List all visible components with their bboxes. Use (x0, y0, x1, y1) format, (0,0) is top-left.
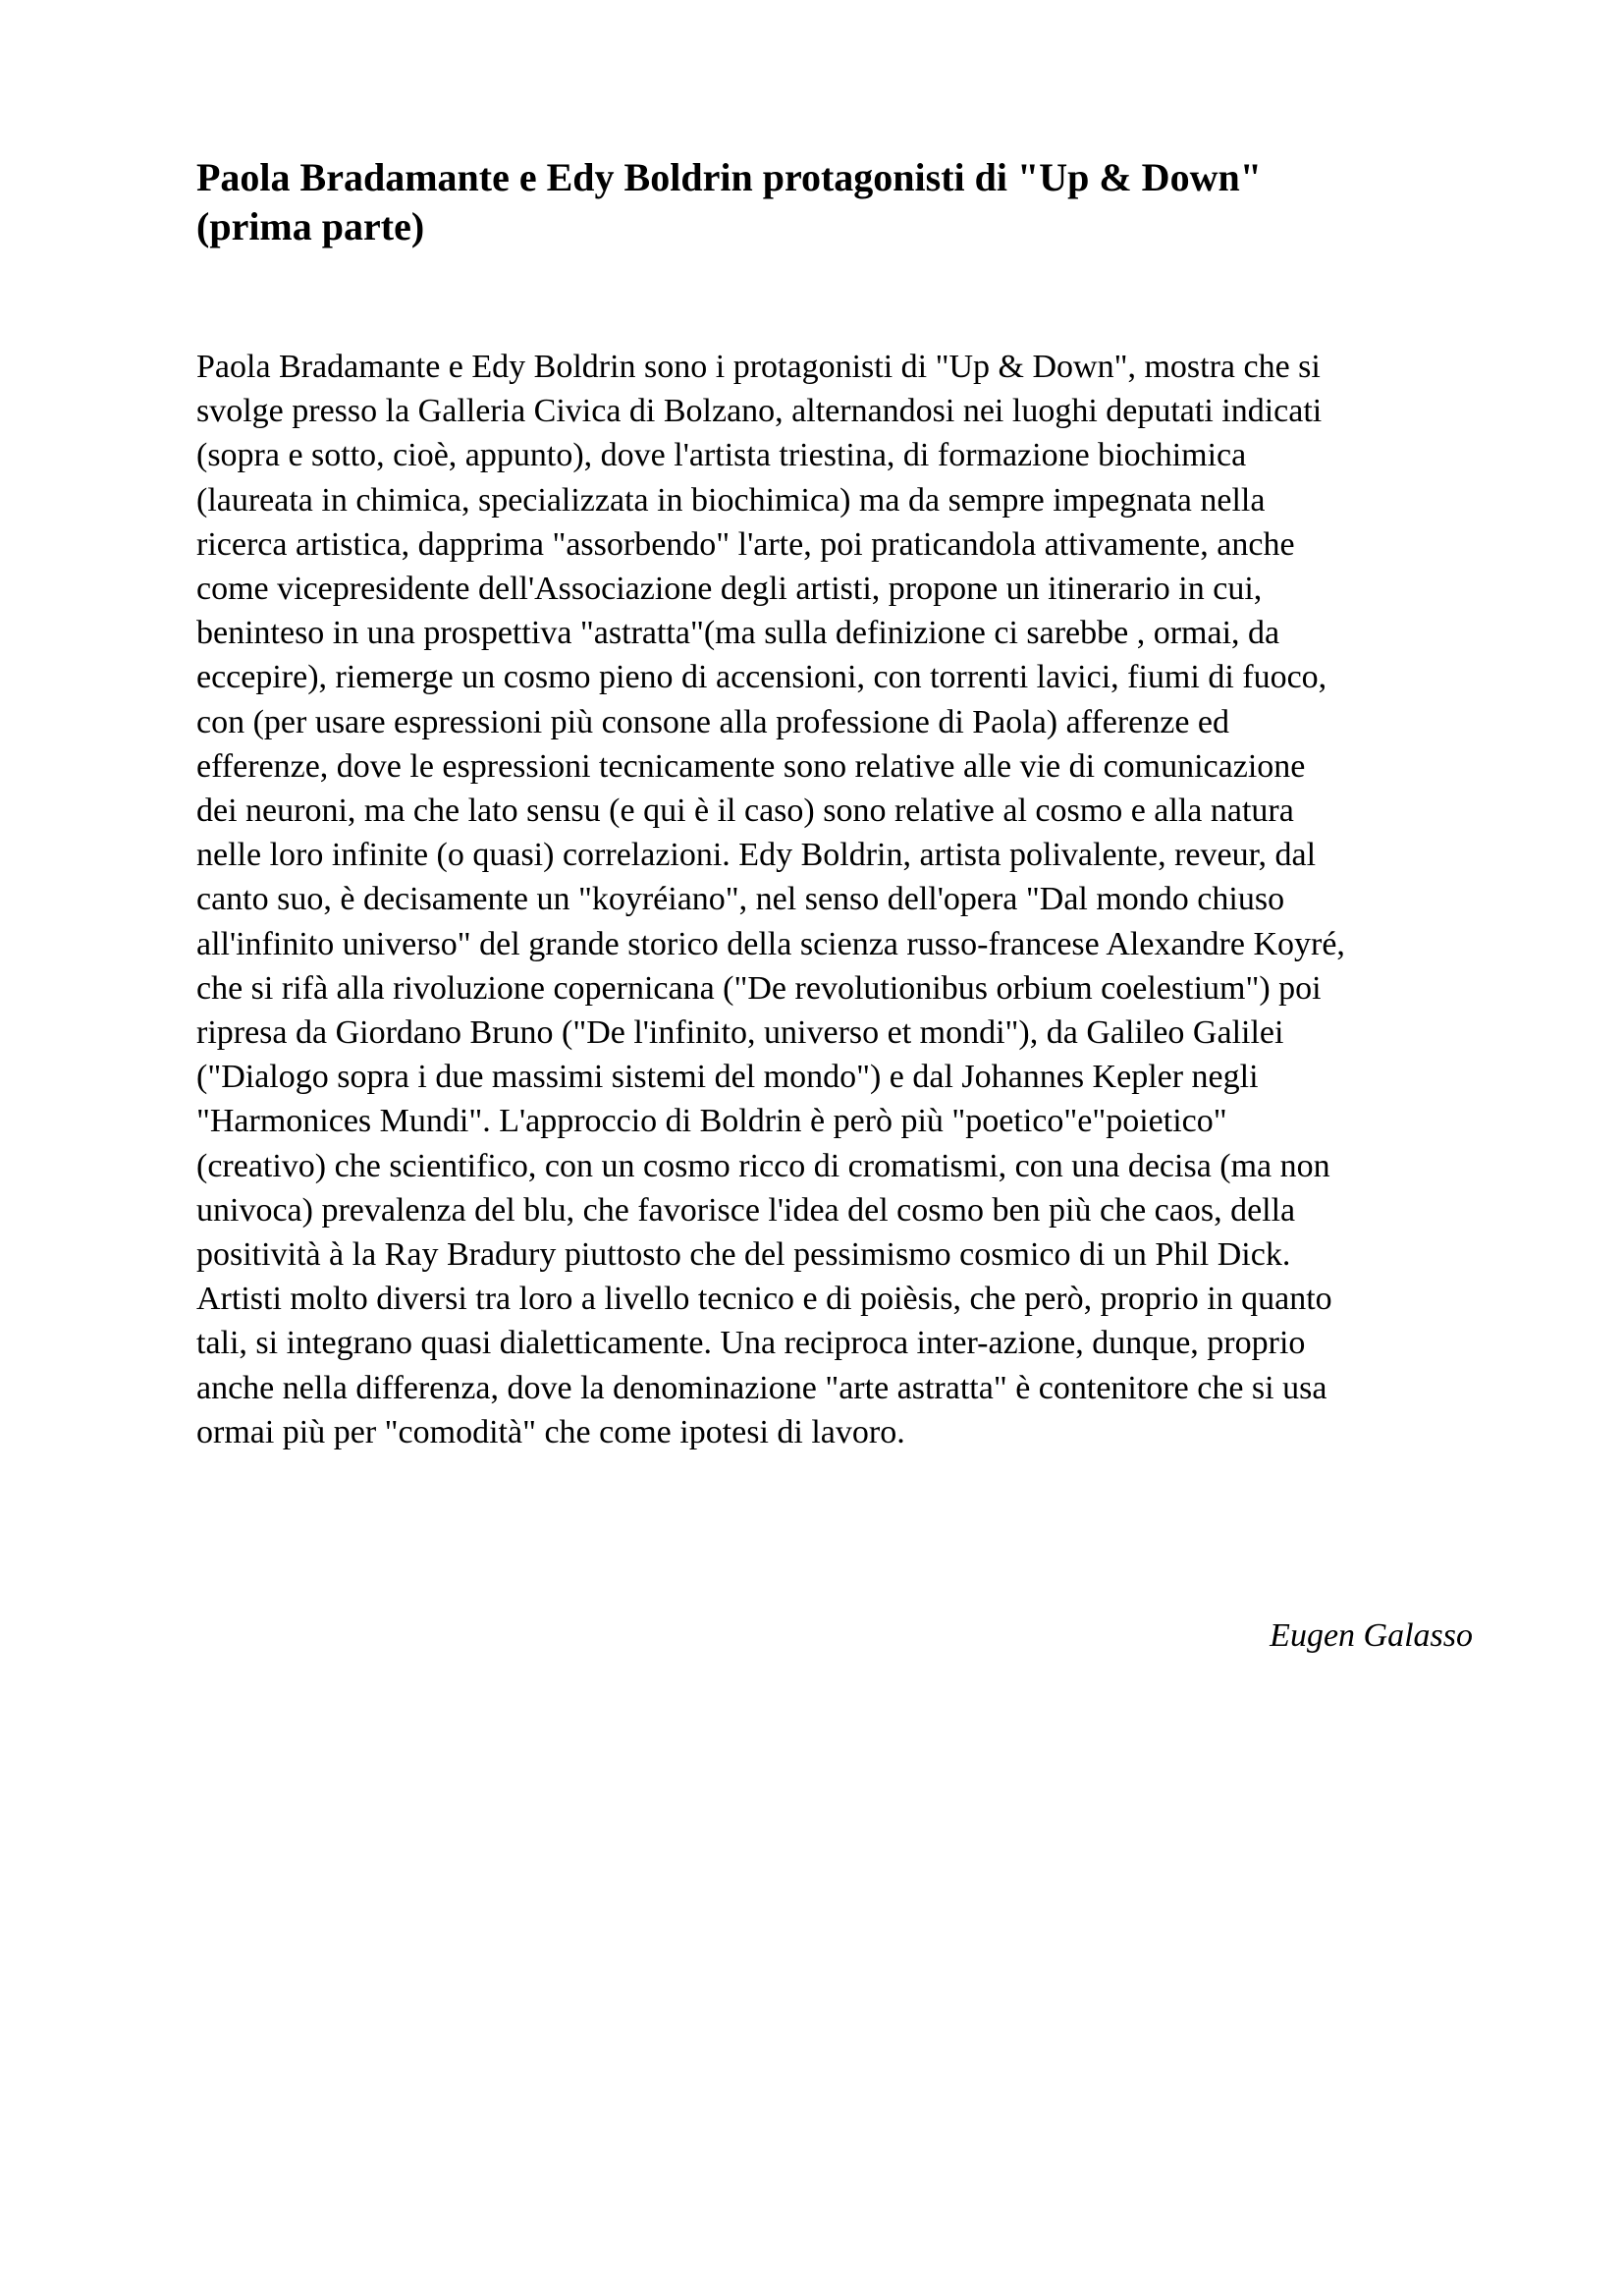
article-title: Paola Bradamante e Edy Boldrin protagonisti di "Up & Down" (prima parte) (196, 155, 1262, 248)
author-signature: Eugen Galasso (1270, 1617, 1473, 1654)
article-body: Paola Bradamante e Edy Boldrin sono i protagonisti di "Up & Down", mostra che si svolge presso la Galleria Civica di Bolzano, alternandosi nei luoghi deputati indicati (sopra e sotto, cioè, appunto), dove l'artista triestina, di formazione biochimica (laureata in chimica, specializzata in biochimica) ma da sempre impegnata nella ricerca artistica, dapprima "assorbendo" l'arte, poi praticandola attivamente, anche come vicepresidente dell'Associazione degli artisti, propone un itinerario in cui, beninteso in una prospettiva "astratta"(ma sulla definizione ci sarebbe , ormai, da eccepire), riemerge un cosmo pieno di accensioni, con torrenti lavici, fiumi di fuoco, con (per usare espressioni più consone alla professione di Paola) afferenze ed efferenze, dove le espressioni tecnicamente sono relative alle vie di comunicazione dei neuroni, ma che lato sensu (e qui è il caso) sono relative al cosmo e alla natura nelle loro infinite (o quasi) correlazioni. Edy Boldrin, artista polivalente, reveur, dal canto suo, è decisamente un "koyréiano", nel senso dell'opera "Dal mondo chiuso all'infinito universo" del grande storico della scienza russo-francese Alexandre Koyré, che si rifà alla rivoluzione copernicana ("De revolutionibus orbium coelestium") poi ripresa da Giordano Bruno ("De l'infinito, universo et mondi"), da Galileo Galilei ("Dialogo sopra i due massimi sistemi del mondo") e dal Johannes Kepler negli "Harmonices Mundi". L'approccio di Boldrin è però più "poetico"e"poietico" (creativo) che scientifico, con un cosmo ricco di cromatismi, con una decisa (ma non univoca) prevalenza del blu, che favorisce l'idea del cosmo ben più che caos, della positività à la Ray Bradury piuttosto che del pessimismo cosmico di un Phil Dick. Artisti molto diversi tra loro a livello tecnico e di poièsis, che però, proprio in quanto tali, si integrano quasi dialetticamente. Una reciproca inter-azione, dunque, proprio anche nella differenza, dove la denominazione "arte astratta" è contenitore che si usa ormai più per "comodità" che come ipotesi di lavoro. (196, 349, 1345, 1450)
